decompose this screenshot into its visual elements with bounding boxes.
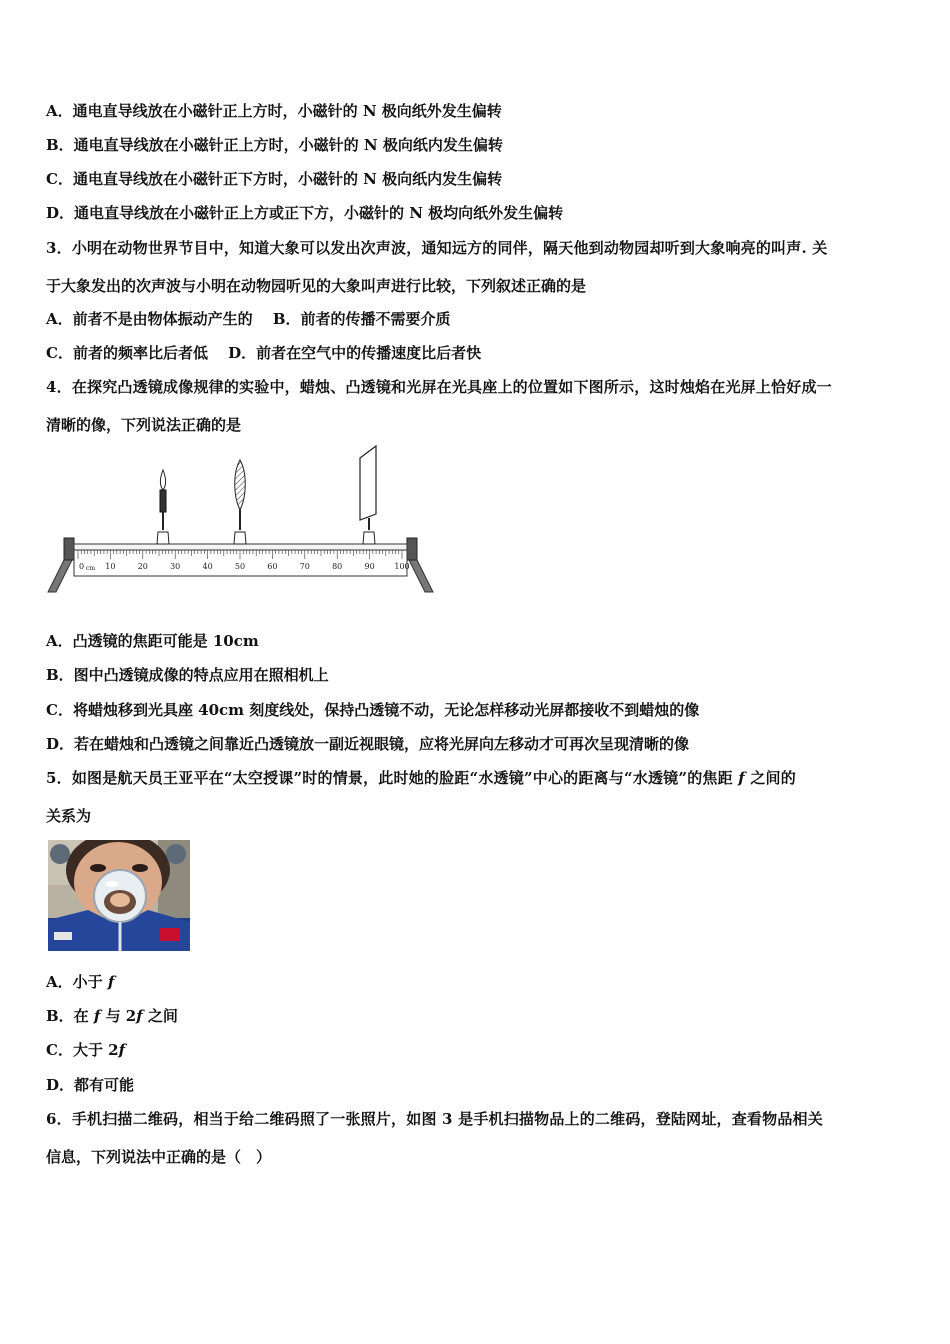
q5-option-b <box>46 1006 178 1026</box>
q5-option-b-text: B．在 <box>46 1007 94 1025</box>
light-screen <box>360 446 376 544</box>
bench-right-end <box>407 538 417 560</box>
q5-stem-text-b: 之间的 <box>744 769 796 787</box>
q4-stem-line2: 清晰的像，下列说法正确的是 <box>46 416 242 434</box>
lens-body <box>235 460 246 510</box>
ruler-label: 50 <box>234 562 246 571</box>
q5-option-b-var2: f <box>136 1007 143 1025</box>
q3-options-line1: A．前者不是由物体振动产生的 B．前者的传播不需要介质 <box>46 310 451 328</box>
screen-holder <box>363 532 375 544</box>
ruler-label: 80 <box>332 562 343 571</box>
optical-bench-figure <box>44 440 439 600</box>
ruler-label: 20 <box>137 562 148 571</box>
q2-option-c: C．通电直导线放在小磁针正下方时，小磁针的 N 极向纸内发生偏转 <box>46 170 503 188</box>
q5-option-a-text: A．小于 <box>46 973 108 991</box>
q5-option-a <box>46 972 114 992</box>
bench-left-leg <box>48 560 72 592</box>
q5-stem-var-f: f <box>738 769 745 787</box>
ruler-label: 40 <box>202 562 213 571</box>
candle-flame <box>160 470 165 490</box>
q5-option-c-var: f <box>118 1041 126 1059</box>
q5-option-b-suffix: 之间 <box>142 1007 178 1025</box>
q6-stem-line2: 信息，下列说法中正确的是（ ） <box>46 1148 272 1166</box>
lens-holder <box>234 532 246 544</box>
q4-option-b: B．图中凸透镜成像的特点应用在照相机上 <box>46 666 329 684</box>
q5-option-b-var1: f <box>93 1007 101 1025</box>
ruler-label: 70 <box>299 562 310 571</box>
q4-option-d: D．若在蜡烛和凸透镜之间靠近凸透镜放一副近视眼镜，应将光屏向左移动才可再次呈现清晰的像 <box>46 735 690 753</box>
q5-option-a-var: f <box>107 973 115 991</box>
q4-option-c: C．将蜡烛移到光具座 40cm 刻度线处，保持凸透镜不动，无论怎样移动光屏都接收不到蜡烛的像 <box>46 701 700 719</box>
ruler-label: 30 <box>170 562 181 571</box>
screen-panel <box>360 446 376 520</box>
ruler-label: 60 <box>267 562 278 571</box>
q5-stem-text-a: 5．如图是航天员王亚平在“太空授课”时的情景，此时她的脸距“水透镜”中心的距离与“水透镜”的焦距 <box>46 769 739 787</box>
q4-stem-line1: 4．在探究凸透镜成像规律的实验中，蜡烛、凸透镜和光屏在光具座上的位置如下图所示，这时烛焰在光屏上恰好成一 <box>46 378 832 396</box>
q5-option-b-mid: 与 2 <box>100 1007 137 1025</box>
candle-body <box>160 490 166 512</box>
ruler-label: 90 <box>364 562 375 571</box>
ruler-label: 0 <box>79 562 85 571</box>
bench-right-leg <box>409 560 433 592</box>
candle-holder <box>157 532 169 544</box>
ruler-label: 100 <box>394 562 410 571</box>
bench-left-end <box>64 538 74 560</box>
q5-option-c <box>46 1040 125 1060</box>
astronaut-water-lens-photo <box>48 840 190 951</box>
q5-stem-line1 <box>46 768 796 788</box>
convex-lens <box>234 460 246 544</box>
q3-options-line2: C．前者的频率比后者低 D．前者在空气中的传播速度比后者快 <box>46 344 482 362</box>
q6-stem-line1: 6．手机扫描二维码，相当于给二维码照了一张照片，如图 3 是手机扫描物品上的二维码，登陆网址，查看物品相关 <box>46 1110 823 1128</box>
q3-stem-line1: 3．小明在动物世界节目中，知道大象可以发出次声波，通知远方的同伴，隔天他到动物园却听到大象响亮的叫声. 关 <box>46 239 828 257</box>
q5-option-d: D．都有可能 <box>46 1076 135 1094</box>
q3-stem-line2: 于大象发出的次声波与小明在动物园听见的大象叫声进行比较，下列叙述正确的是 <box>46 277 587 295</box>
q2-option-d: D．通电直导线放在小磁针正上方或正下方，小磁针的 N 极均向纸外发生偏转 <box>46 204 564 222</box>
q5-option-c-text: C．大于 2 <box>46 1041 119 1059</box>
q4-option-a: A．凸透镜的焦距可能是 10cm <box>46 632 259 650</box>
q5-stem-line2: 关系为 <box>46 807 92 825</box>
q2-option-a: A．通电直导线放在小磁针正上方时，小磁针的 N 极向纸外发生偏转 <box>46 102 502 120</box>
ruler-label: 10 <box>105 562 116 571</box>
candle <box>157 470 169 544</box>
bench-rail <box>74 544 407 550</box>
ruler-unit: cm <box>86 565 96 572</box>
q2-option-b: B．通电直导线放在小磁针正上方时，小磁针的 N 极向纸内发生偏转 <box>46 136 503 154</box>
